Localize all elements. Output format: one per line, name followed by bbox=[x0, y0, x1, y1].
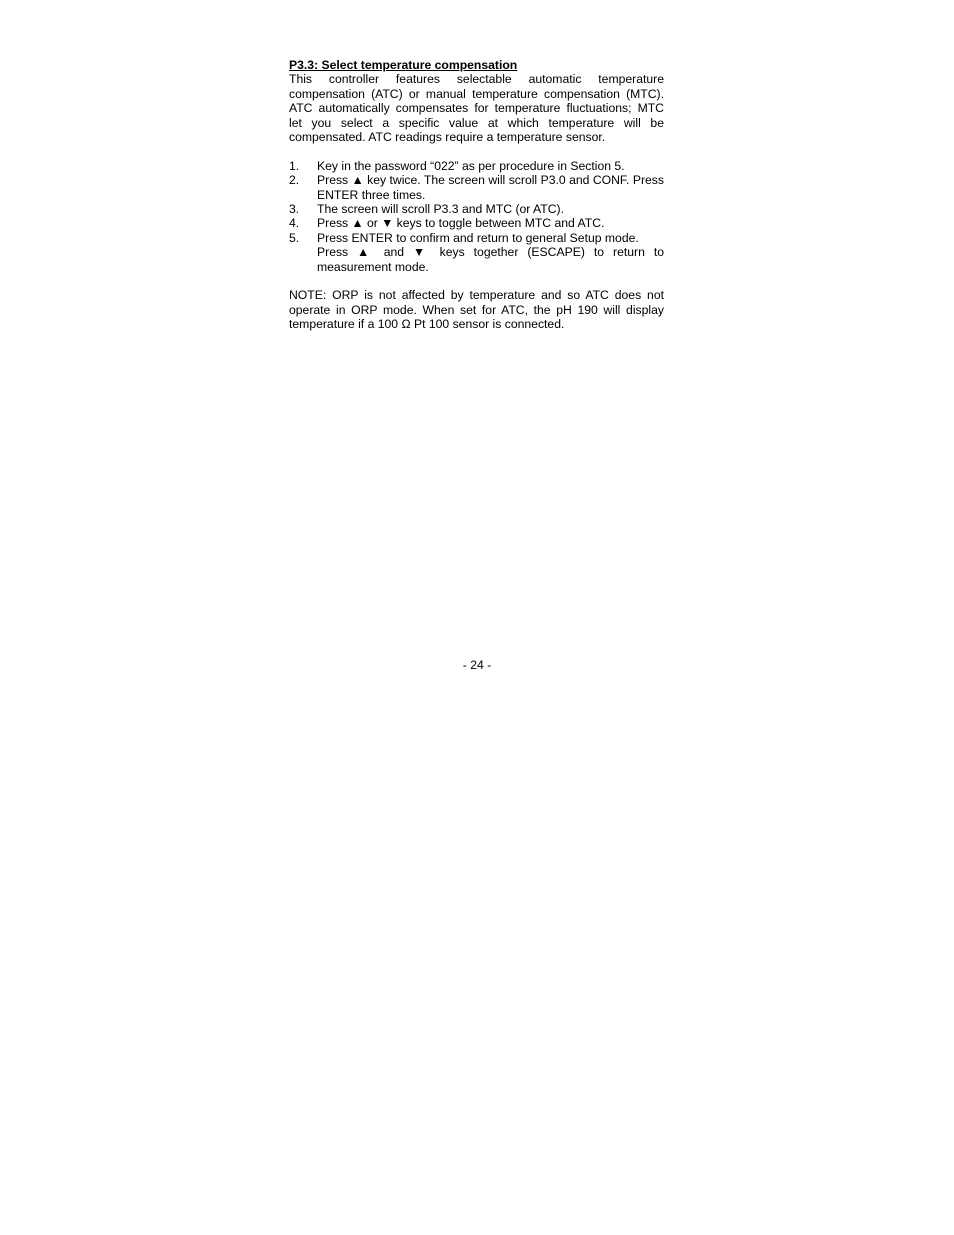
note-paragraph: NOTE: ORP is not affected by temperature and so ATC does not operate in ORP mode. When set for ATC, the pH 190 will display temperature if a 100 Ω Pt 100 sensor is connected. bbox=[289, 288, 664, 332]
step-text: Press ENTER to confirm and return to general Setup mode. bbox=[317, 230, 639, 245]
document-body bbox=[289, 58, 664, 332]
step-text: Key in the password “022” as per procedure in Section 5. bbox=[317, 158, 625, 173]
procedure-step bbox=[289, 202, 664, 216]
procedure-step bbox=[289, 173, 664, 202]
procedure-step bbox=[289, 231, 664, 274]
step-text: Press ▲ key twice. The screen will scroll P3.0 and CONF. Press ENTER three times. bbox=[317, 173, 664, 202]
section-heading: P3.3: Select temperature compensation bbox=[289, 58, 518, 72]
step-text: The screen will scroll P3.3 and MTC (or ATC). bbox=[317, 202, 564, 217]
step-text: Press ▲ or ▼ keys to toggle between MTC and ATC. bbox=[317, 216, 605, 231]
procedure-steps bbox=[289, 159, 664, 274]
step-extra-text: Press ▲ and ▼ keys together (ESCAPE) to return to measurement mode. bbox=[317, 245, 664, 274]
page-number: - 24 - bbox=[462, 658, 492, 672]
step-number: 4. bbox=[289, 216, 300, 231]
step-number: 5. bbox=[289, 230, 300, 245]
step-number: 3. bbox=[289, 202, 300, 217]
procedure-step bbox=[289, 216, 664, 230]
procedure-step bbox=[289, 159, 664, 173]
step-number: 1. bbox=[289, 158, 300, 173]
step-number: 2. bbox=[289, 173, 300, 188]
intro-paragraph: This controller features selectable automatic temperature compensation (ATC) or manual temperature compensation (MTC). ATC automatically compensates for temperature fluctuations; MTC let you select a specific value at which temperature will be compensated. ATC readings require a temperature sensor. bbox=[289, 72, 664, 145]
